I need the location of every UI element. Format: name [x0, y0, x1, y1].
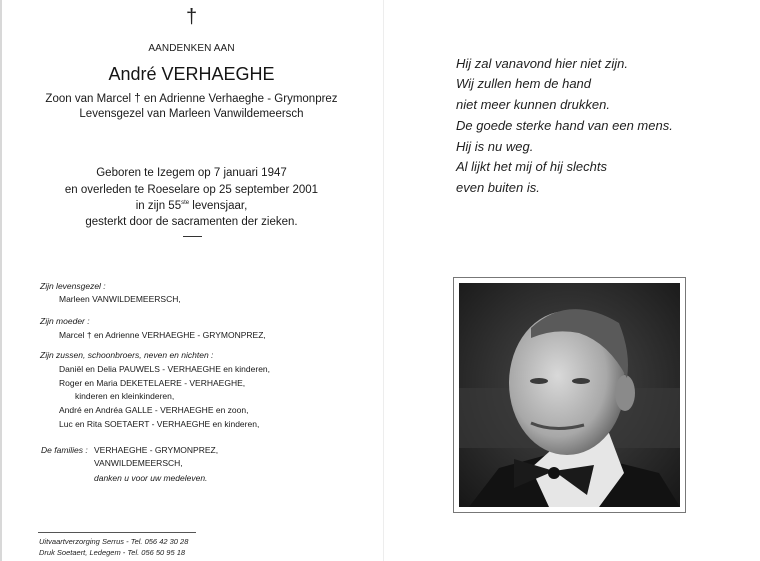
- sibling-entry: Luc en Rita SOETAERT - VERHAEGHE en kinderen,: [59, 419, 260, 429]
- partner-name: Marleen VANWILDEMEERSCH,: [59, 294, 181, 304]
- mother-name: Marcel † en Adrienne VERHAEGHE - GRYMONPREZ,: [59, 330, 266, 340]
- poem-line: Wij zullen hem de hand: [456, 76, 592, 91]
- sibling-entry: kinderen en kleinkinderen,: [75, 391, 175, 401]
- poem-line: De goede sterke hand van een mens.: [456, 118, 673, 133]
- poem-line: Hij is nu weg.: [456, 139, 534, 154]
- age-prefix: in zijn 55: [135, 200, 182, 212]
- poem-line: niet meer kunnen drukken.: [456, 97, 610, 112]
- divider: [183, 236, 202, 237]
- thanks-line: danken u voor uw medeleven.: [94, 473, 208, 483]
- sibling-entry: Daniël en Delia PAUWELS - VERHAEGHE en kinderen,: [59, 364, 271, 374]
- sibling-entry: Roger en Maria DEKETELAERE - VERHAEGHE,: [59, 378, 246, 388]
- poem-line: even buiten is.: [456, 180, 540, 195]
- cross-icon: †: [185, 6, 198, 28]
- parents-line: Zoon van Marcel † en Adrienne Verhaeghe - Grymonprez: [45, 93, 338, 105]
- footer-divider: [38, 532, 196, 533]
- age-rest: levensjaar,: [189, 200, 248, 212]
- family-entry: VERHAEGHE - GRYMONPREZ,: [94, 445, 219, 455]
- poem-line: Hij zal vanavond hier niet zijn.: [456, 56, 628, 71]
- siblings-label: Zijn zussen, schoonbroers, neven en nichten :: [40, 350, 214, 360]
- birth-line: Geboren te Izegem op 7 januari 1947: [96, 167, 287, 179]
- death-line: en overleden te Roeselare op 25 september 2001: [64, 184, 319, 196]
- portrait-frame: [453, 277, 686, 513]
- memorial-heading: AANDENKEN AAN: [148, 43, 235, 54]
- portrait-illustration: [459, 283, 680, 507]
- deceased-name: André VERHAEGHE: [108, 64, 275, 84]
- partner-line: Levensgezel van Marleen Vanwildemeersch: [79, 108, 304, 120]
- printer-credit: Druk Soetaert, Ledegem - Tel. 056 50 95 18: [39, 548, 186, 557]
- partner-label: Zijn levensgezel :: [40, 281, 106, 291]
- age-ordinal: ste: [181, 200, 190, 207]
- card-fold-line: [383, 0, 384, 561]
- sacraments-line: gesterkt door de sacramenten der zieken.: [85, 216, 298, 228]
- family-entry: VANWILDEMEERSCH,: [94, 458, 183, 468]
- mother-label: Zijn moeder :: [40, 316, 90, 326]
- portrait-photo: [459, 283, 680, 507]
- poem-line: Al lijkt het mij of hij slechts: [456, 159, 607, 174]
- families-label: De families :: [41, 445, 88, 455]
- sibling-entry: André en Andréa GALLE - VERHAEGHE en zoon,: [59, 405, 249, 415]
- age-line: [0, 200, 383, 212]
- undertaker-credit: Uitvaartverzorging Serrus - Tel. 056 42 30 28: [39, 537, 189, 546]
